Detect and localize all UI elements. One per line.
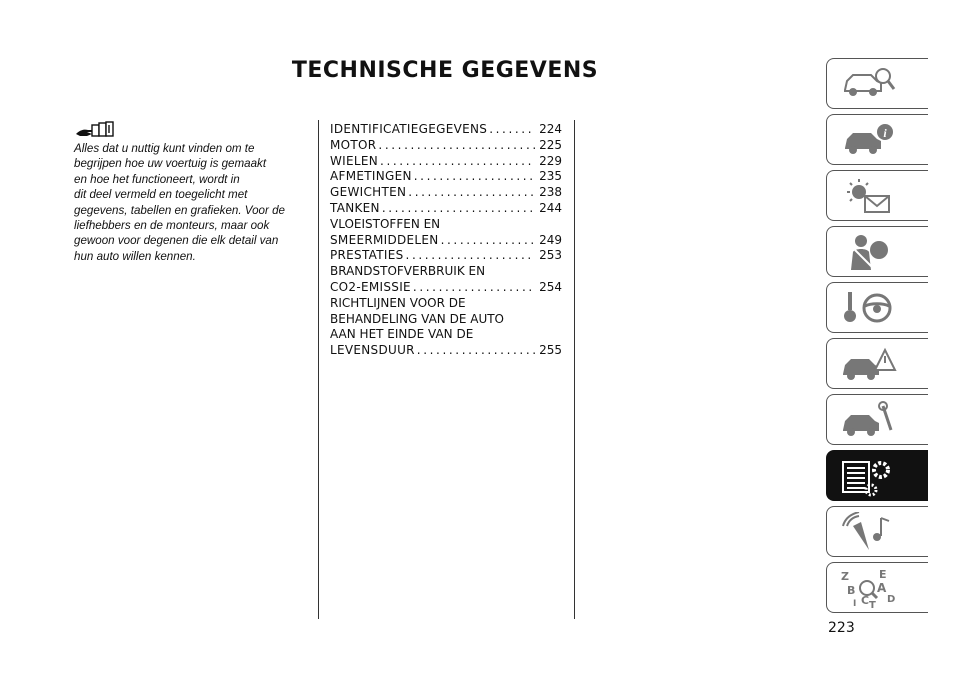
svg-text:T: T (869, 600, 876, 608)
tab-safety[interactable] (826, 226, 928, 277)
svg-text:B: B (847, 584, 856, 597)
toc-entry-page: 235 (539, 169, 562, 184)
intro-text: Alles dat u nuttig kunt vinden om te begrijpen hoe uw voertuig is gemaakt en hoe het functioneert, wordt in dit deel vermeld en toegelicht met gegevens, tabellen en grafieken. Voor de liefhebbers en de monteurs, maar ook gewoon voor degenen die elk detail van hun auto willen kennen. (74, 142, 285, 263)
toc-entry-page: 255 (539, 343, 562, 358)
toc-entry-title: SMEERMIDDELEN (330, 232, 439, 247)
hand-pointing-book-icon (74, 121, 118, 139)
toc-leader-dots (406, 248, 536, 264)
car-emergency-icon (839, 344, 899, 384)
toc-entry-title: IDENTIFICATIEGEGEVENS (330, 122, 488, 136)
toc-entry-page: 253 (539, 248, 562, 263)
car-info-icon (839, 120, 899, 160)
toc-entry-page: 244 (539, 200, 562, 215)
svg-text:E: E (879, 568, 887, 581)
toc-entry-page: 225 (539, 137, 562, 152)
warning-light-message-icon (839, 176, 899, 216)
toc-entry-title-line: RICHTLIJNEN VOOR DE BEHANDELING VAN DE AUTO AAN HET EINDE VAN DE (330, 295, 505, 342)
tab-index[interactable] (826, 562, 928, 613)
toc-entry-title: AFMETINGEN (330, 169, 412, 184)
column-divider-left (318, 120, 319, 619)
toc-entry[interactable] (330, 248, 562, 264)
toc-entry[interactable] (330, 201, 562, 217)
tab-multimedia[interactable] (826, 506, 928, 557)
toc-leader-dots (380, 154, 535, 170)
airbag-seatbelt-icon (839, 232, 899, 272)
toc-entry-title: WIELEN (330, 153, 379, 168)
toc-entry-title: LEVENSDUUR (330, 343, 415, 358)
toc-leader-dots (489, 122, 535, 138)
svg-text:D: D (887, 594, 896, 605)
multimedia-icon (839, 512, 899, 552)
tab-car-search[interactable] (826, 58, 928, 109)
tab-maintenance[interactable] (826, 394, 928, 445)
toc-leader-dots (441, 233, 536, 249)
page-number: 223 (828, 620, 855, 636)
toc-entry[interactable] (330, 264, 562, 296)
table-of-contents (330, 122, 562, 359)
toc-entry-page: 254 (539, 279, 562, 294)
toc-leader-dots (382, 201, 535, 217)
tab-technical-data[interactable] (826, 450, 928, 501)
toc-entry-title: PRESTATIES (330, 248, 404, 263)
svg-text:I: I (853, 599, 857, 608)
svg-text:C: C (861, 594, 870, 607)
toc-leader-dots (378, 138, 535, 154)
tab-car-info[interactable] (826, 114, 928, 165)
technical-data-icon (839, 456, 899, 500)
svg-text:Z: Z (841, 570, 849, 583)
alphabetical-index-icon (839, 568, 899, 608)
column-divider-right (574, 120, 575, 619)
toc-entry[interactable] (330, 122, 562, 138)
car-search-icon (839, 64, 899, 104)
toc-leader-dots (413, 280, 535, 296)
svg-text:i: i (883, 126, 887, 140)
toc-entry[interactable] (330, 154, 562, 170)
page-title: TECHNISCHE GEGEVENS (291, 58, 599, 83)
toc-entry-title-line: BRANDSTOFVERBRUIK EN (330, 264, 486, 279)
toc-entry-page: 249 (539, 232, 562, 247)
toc-entry-title: MOTOR (330, 137, 377, 152)
toc-entry[interactable] (330, 217, 562, 249)
car-maintenance-icon (839, 400, 899, 440)
toc-leader-dots (408, 185, 535, 201)
tab-emergency[interactable] (826, 338, 928, 389)
toc-entry-title: TANKEN (330, 200, 380, 215)
toc-entry[interactable] (330, 138, 562, 154)
tab-starting-driving[interactable] (826, 282, 928, 333)
toc-entry-title: CO2-EMISSIE (330, 279, 411, 294)
key-steering-wheel-icon (839, 288, 899, 328)
toc-leader-dots (417, 343, 535, 359)
toc-entry-page: 229 (539, 153, 562, 168)
toc-entry-page: 238 (539, 185, 562, 200)
toc-entry[interactable] (330, 296, 562, 359)
toc-entry-title-line: VLOEISTOFFEN EN (330, 216, 441, 231)
tab-warning-lights[interactable] (826, 170, 928, 221)
toc-entry-page: 224 (539, 122, 562, 136)
toc-entry[interactable] (330, 169, 562, 185)
toc-entry-title: GEWICHTEN (330, 185, 407, 200)
svg-text:A: A (877, 581, 887, 595)
toc-leader-dots (414, 169, 535, 185)
toc-entry[interactable] (330, 185, 562, 201)
